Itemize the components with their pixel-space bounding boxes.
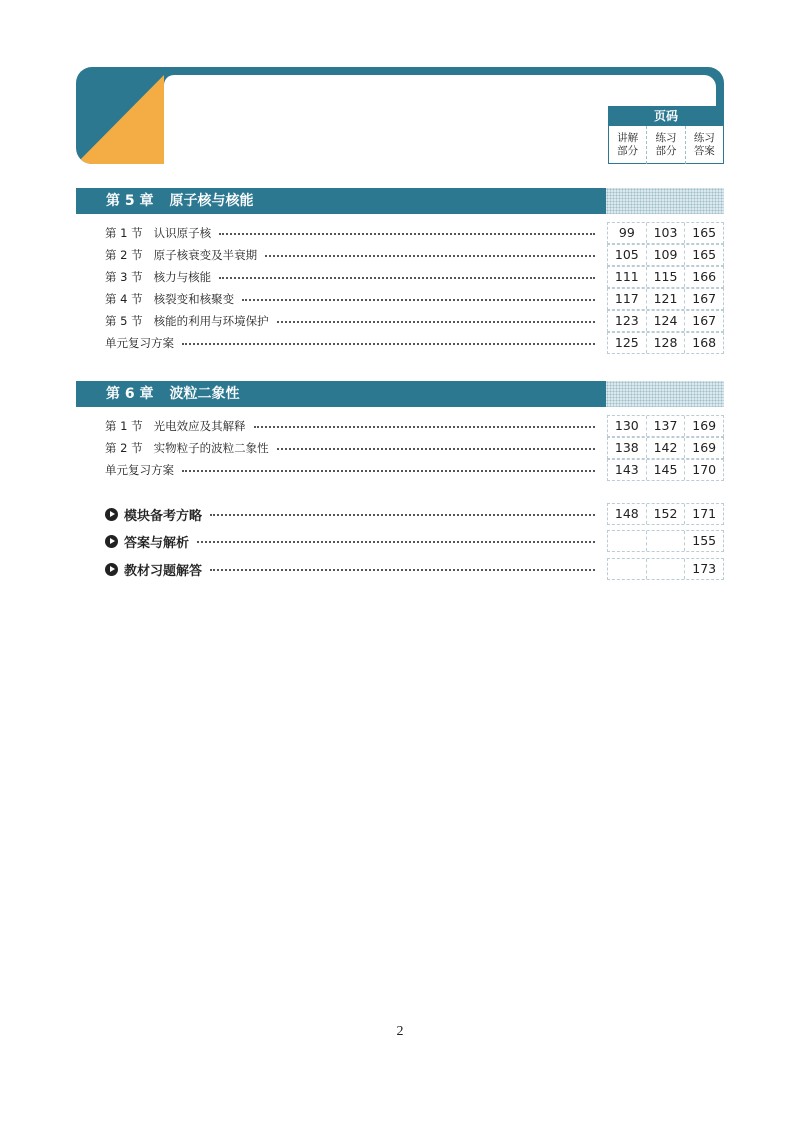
- leader-dots: [182, 470, 595, 472]
- section-number: 第 2 节: [105, 441, 143, 455]
- play-arrow-icon: [105, 508, 118, 521]
- section-number: 第 5 节: [105, 314, 143, 328]
- col-label: 答案: [693, 145, 715, 157]
- page-code-col-lecture: [609, 126, 647, 164]
- page-code-box: [608, 106, 724, 164]
- page-answer: 169: [692, 418, 717, 433]
- page-number: 2: [396, 1024, 404, 1039]
- page-practice: [647, 531, 686, 551]
- chapter-5-header[interactable]: [76, 188, 724, 214]
- page-answer: 167: [692, 291, 717, 306]
- corner-decoration: [76, 67, 164, 164]
- page-code-col-answers: [686, 126, 723, 164]
- leader-dots: [265, 255, 595, 257]
- page-practice: 128: [647, 333, 686, 353]
- chapter-6-header[interactable]: [76, 381, 724, 407]
- page-answer: 173: [692, 561, 717, 576]
- dotted-pattern: [606, 188, 724, 214]
- page-practice: 145: [647, 460, 686, 480]
- section-title: 核力与核能: [153, 270, 212, 284]
- toc-row[interactable]: [105, 266, 724, 288]
- chapter-title: [76, 381, 606, 407]
- page-lecture: 123: [608, 311, 647, 331]
- page-practice: [647, 559, 686, 579]
- section-title: 单元复习方案: [105, 336, 174, 350]
- section-title: 光电效应及其解释: [153, 419, 246, 433]
- page-practice: 142: [647, 438, 686, 458]
- col-label: 练习: [655, 132, 677, 144]
- toc-row[interactable]: [105, 459, 724, 481]
- page-answer: 167: [692, 313, 717, 328]
- section-number: 第 1 节: [105, 419, 143, 433]
- page-lecture: 99: [608, 223, 647, 243]
- toc-row[interactable]: [105, 288, 724, 310]
- page-lecture: 105: [608, 245, 647, 265]
- leader-dots: [182, 343, 595, 345]
- section-number: 第 3 节: [105, 270, 143, 284]
- toc-row[interactable]: [105, 332, 724, 354]
- leader-dots: [277, 321, 595, 323]
- page-answer: 168: [692, 335, 717, 350]
- section-number: 第 4 节: [105, 292, 143, 306]
- page-answer: 170: [692, 462, 717, 477]
- leader-dots: [210, 514, 595, 516]
- section-title: 教材习题解答: [124, 563, 203, 579]
- section-title: 答案与解析: [124, 535, 190, 551]
- page-answer: 169: [692, 440, 717, 455]
- section-title: 原子核衰变及半衰期: [153, 248, 258, 262]
- page-practice: 115: [647, 267, 686, 287]
- page-practice: 103: [647, 223, 686, 243]
- chapter-title: [76, 188, 606, 214]
- page-code-title: 页码: [609, 107, 723, 126]
- chapter-name: 波粒二象性: [169, 386, 240, 402]
- toc-row[interactable]: [105, 222, 724, 244]
- chapter-number: 第 5 章: [106, 193, 154, 209]
- page-practice: 152: [647, 504, 686, 524]
- page-lecture: [608, 559, 647, 579]
- toc-row[interactable]: [105, 415, 724, 437]
- section-title: 实物粒子的波粒二象性: [153, 441, 269, 455]
- col-label: 部分: [617, 145, 639, 157]
- page-answer: 165: [692, 225, 717, 240]
- page-lecture: 117: [608, 289, 647, 309]
- page-answer: 155: [692, 533, 717, 548]
- col-label: 练习: [693, 132, 715, 144]
- toc-row[interactable]: [105, 244, 724, 266]
- toc-row-answers[interactable]: [105, 530, 724, 552]
- page-answer: 165: [692, 247, 717, 262]
- toc-row-textbook-solutions[interactable]: [105, 558, 724, 580]
- page-lecture: [608, 531, 647, 551]
- section-title: 单元复习方案: [105, 463, 174, 477]
- leader-dots: [210, 569, 595, 571]
- section-number: 第 2 节: [105, 248, 143, 262]
- leader-dots: [277, 448, 595, 450]
- toc-row-module-review[interactable]: [105, 503, 724, 525]
- page-practice: 121: [647, 289, 686, 309]
- section-title: 认识原子核: [153, 226, 212, 240]
- chapter-number: 第 6 章: [106, 386, 154, 402]
- page-practice: 124: [647, 311, 686, 331]
- page-answer: 171: [692, 506, 717, 521]
- col-label: 讲解: [617, 132, 639, 144]
- section-title: 核能的利用与环境保护: [153, 314, 269, 328]
- page-lecture: 125: [608, 333, 647, 353]
- section-title: 核裂变和核聚变: [153, 292, 235, 306]
- leader-dots: [242, 299, 595, 301]
- leader-dots: [197, 541, 595, 543]
- page-answer: 166: [692, 269, 717, 284]
- leader-dots: [219, 277, 595, 279]
- leader-dots: [219, 233, 595, 235]
- page-lecture: 130: [608, 416, 647, 436]
- section-title: 模块备考方略: [124, 508, 203, 524]
- chapter-name: 原子核与核能: [169, 193, 254, 209]
- toc-row[interactable]: [105, 310, 724, 332]
- col-label: 部分: [655, 145, 677, 157]
- page-lecture: 138: [608, 438, 647, 458]
- page-practice: 137: [647, 416, 686, 436]
- dotted-pattern: [606, 381, 724, 407]
- play-arrow-icon: [105, 535, 118, 548]
- page-lecture: 143: [608, 460, 647, 480]
- page-lecture: 111: [608, 267, 647, 287]
- toc-row[interactable]: [105, 437, 724, 459]
- page-code-col-practice: [647, 126, 685, 164]
- leader-dots: [254, 426, 595, 428]
- play-arrow-icon: [105, 563, 118, 576]
- page-practice: 109: [647, 245, 686, 265]
- section-number: 第 1 节: [105, 226, 143, 240]
- page-lecture: 148: [608, 504, 647, 524]
